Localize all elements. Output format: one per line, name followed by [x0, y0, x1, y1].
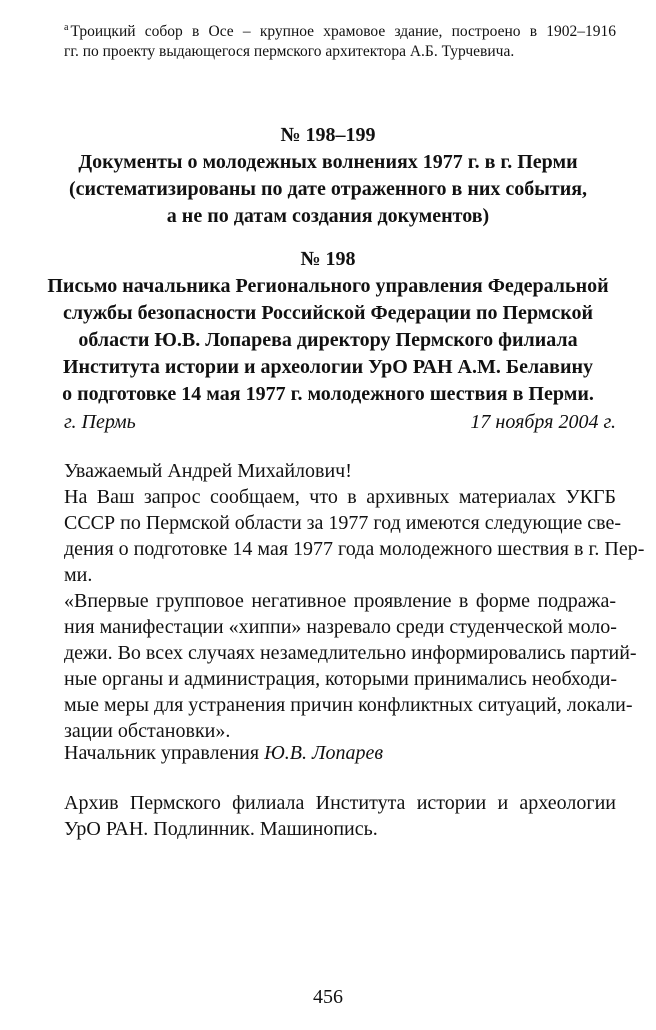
paragraph-1-line-3: дения о подготовке 14 мая 1977 года молодежного шествия в г. Пер- — [64, 538, 645, 560]
document-heading — [40, 246, 616, 408]
paragraph-1-line-4: ми. — [64, 564, 93, 586]
document-title-line-4: Института истории и археологии УрО РАН А.М. Белавину — [62, 356, 594, 378]
paragraph-2-line-6: зации обстановки». — [64, 720, 231, 742]
paragraph-2-line-5: мые меры для устранения причин конфликтных ситуаций, локали- — [64, 694, 633, 716]
letter-paragraph-2 — [64, 588, 637, 744]
paragraph-1-line-2: СССР по Пермской области за 1977 год имеются следующие све- — [64, 512, 622, 534]
document-title-line-5: о подготовке 14 мая 1977 г. молодежного шествия в Перми. — [62, 383, 594, 405]
paragraph-2-line-2: ния манифестации «хиппи» назревало среди студенческой моло- — [64, 616, 617, 638]
signature-position: Начальник управления — [64, 742, 260, 764]
footnote-mark: а — [64, 21, 69, 33]
document-title-line-2: службы безопасности Российской Федерации по Пермской — [62, 302, 594, 324]
footnote — [64, 22, 616, 62]
footnote-line-1: $^а$ Троицкий собор в Осе – крупное храмовое здание, построено в 1902–1916 — [64, 21, 616, 40]
document-title-line-1: Письмо начальника Регионального управления Федеральной — [47, 275, 609, 297]
paragraph-2-line-4: ные органы и администрация, которыми принимались необходи- — [64, 668, 618, 690]
section-title-line-3: а не по датам создания документов) — [166, 205, 490, 227]
section-number: № 198–199 — [280, 124, 376, 146]
archive-line-1: Архив Пермского филиала Института истории и археологии — [64, 792, 616, 814]
archive-note — [64, 790, 616, 842]
archive-line-2: УрО РАН. Подлинник. Машинопись. — [64, 818, 378, 840]
letter-paragraph-1 — [64, 484, 645, 588]
page-number: 456 — [313, 986, 343, 1008]
document-title-line-3: области Ю.В. Лопарева директору Пермского филиала — [78, 329, 578, 351]
section-title-line-2: (систематизированы по дате отраженного в них события, — [68, 178, 588, 200]
paragraph-2-line-3: дежи. Во всех случаях незамедлительно информировались партий- — [64, 642, 637, 664]
signature — [64, 740, 616, 766]
greeting — [64, 458, 616, 484]
greeting-line: Уважаемый Андрей Михайлович! — [64, 460, 352, 482]
section-heading — [40, 122, 616, 230]
section-title-line-1: Документы о молодежных волнениях 1977 г. в г. Перми — [78, 151, 578, 173]
signature-name: Ю.В. Лопарев — [264, 742, 384, 764]
paragraph-2-line-1: «Впервые групповое негативное проявление в форме подража- — [64, 590, 616, 612]
paragraph-1-line-1: На Ваш запрос сообщаем, что в архивных материалах УКГБ — [64, 486, 616, 508]
document-number: № 198 — [300, 248, 356, 270]
letter-body — [64, 458, 645, 744]
footnote-line-2: гг. по проекту выдающегося пермского архитектора А.Б. Турчевича. — [64, 43, 515, 60]
place-date-line — [64, 408, 616, 436]
document-place: г. Пермь — [64, 411, 136, 433]
document-date: 17 ноября 2004 г. — [470, 411, 616, 433]
